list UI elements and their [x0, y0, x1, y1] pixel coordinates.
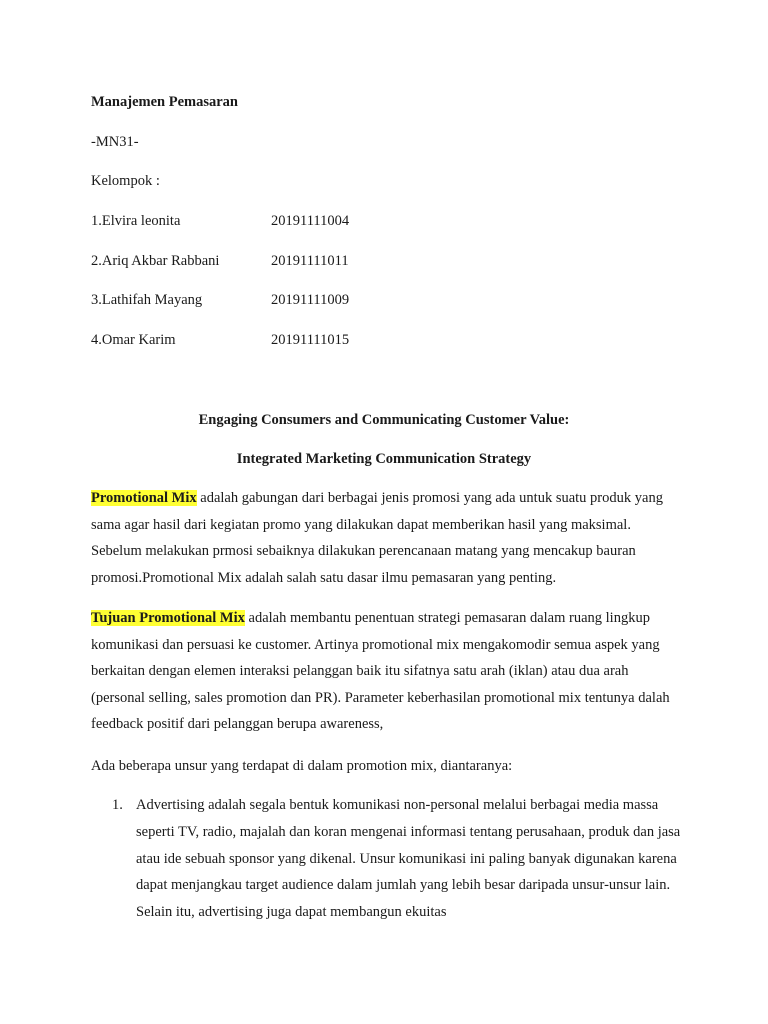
highlighted-term: Promotional Mix: [91, 490, 197, 506]
member-row: [91, 292, 511, 312]
list-item-number: 1.: [112, 797, 123, 813]
member-nim: 20191111004: [271, 213, 350, 229]
list-intro: Ada beberapa unsur yang terdapat di dalam promotion mix, diantaranya:: [91, 758, 513, 774]
member-row: [91, 332, 511, 352]
list-item-text: Advertising adalah segala bentuk komunikasi non-personal melalui berbagai media massa seperti TV, radio, majalah dan koran mengenai informasi tentang perusahaan, produk dan jasa atau ide sebuah sponsor yang dikenal. Unsur komunikasi ini paling banyak digunakan karena dapat menjangkau target audience dalam jumlah yang lebih besar daripada unsur-unsur lain. Selain itu, advertising juga dapat membangun ekuitas: [136, 797, 681, 921]
member-row: [91, 253, 511, 273]
class-code: -MN31-: [91, 134, 139, 150]
member-name: 4.Omar Karim: [91, 332, 176, 348]
course-title: Manajemen Pemasaran: [91, 94, 238, 110]
group-label: Kelompok :: [91, 173, 160, 189]
member-nim: 20191111009: [271, 292, 350, 308]
paragraph-text: adalah gabungan dari berbagai jenis promosi yang ada untuk suatu produk yang sama agar hasil dari kegiatan promo yang dilakukan dapat memberikan hasil yang maksimal. Sebelum melakukan prmosi sebaiknya dilakukan perencanaan matang yang mencakup bauran promosi.Promotional Mix adalah salah satu dasar ilmu pemasaran yang penting.: [91, 490, 663, 586]
member-nim: 20191111015: [271, 332, 350, 348]
paragraph-promotional-mix: [91, 485, 681, 591]
member-name: 3.Lathifah Mayang: [91, 292, 203, 308]
member-name: 2.Ariq Akbar Rabbani: [91, 253, 220, 269]
section-title-line1: Engaging Consumers and Communicating Customer Value:: [198, 412, 570, 428]
member-row: [91, 213, 511, 233]
paragraph-text: adalah membantu penentuan strategi pemasaran dalam ruang lingkup komunikasi dan persuasi ke customer. Artinya promotional mix mengakomodir semua aspek yang berkaitan dengan elemen interaksi pelanggan baik itu sifatnya satu arah (iklan) atau dua arah (personal selling, sales promotion dan PR). Parameter keberhasilan promotional mix tentunya dalah feedback positif dari pelanggan berupa awareness,: [91, 610, 670, 733]
member-name: 1.Elvira leonita: [91, 213, 181, 229]
highlighted-term: Tujuan Promotional Mix: [91, 610, 245, 626]
section-title-line2: Integrated Marketing Communication Strategy: [236, 451, 532, 467]
list-item: [91, 792, 681, 926]
member-nim: 20191111011: [271, 253, 349, 269]
paragraph-tujuan: [91, 605, 681, 738]
